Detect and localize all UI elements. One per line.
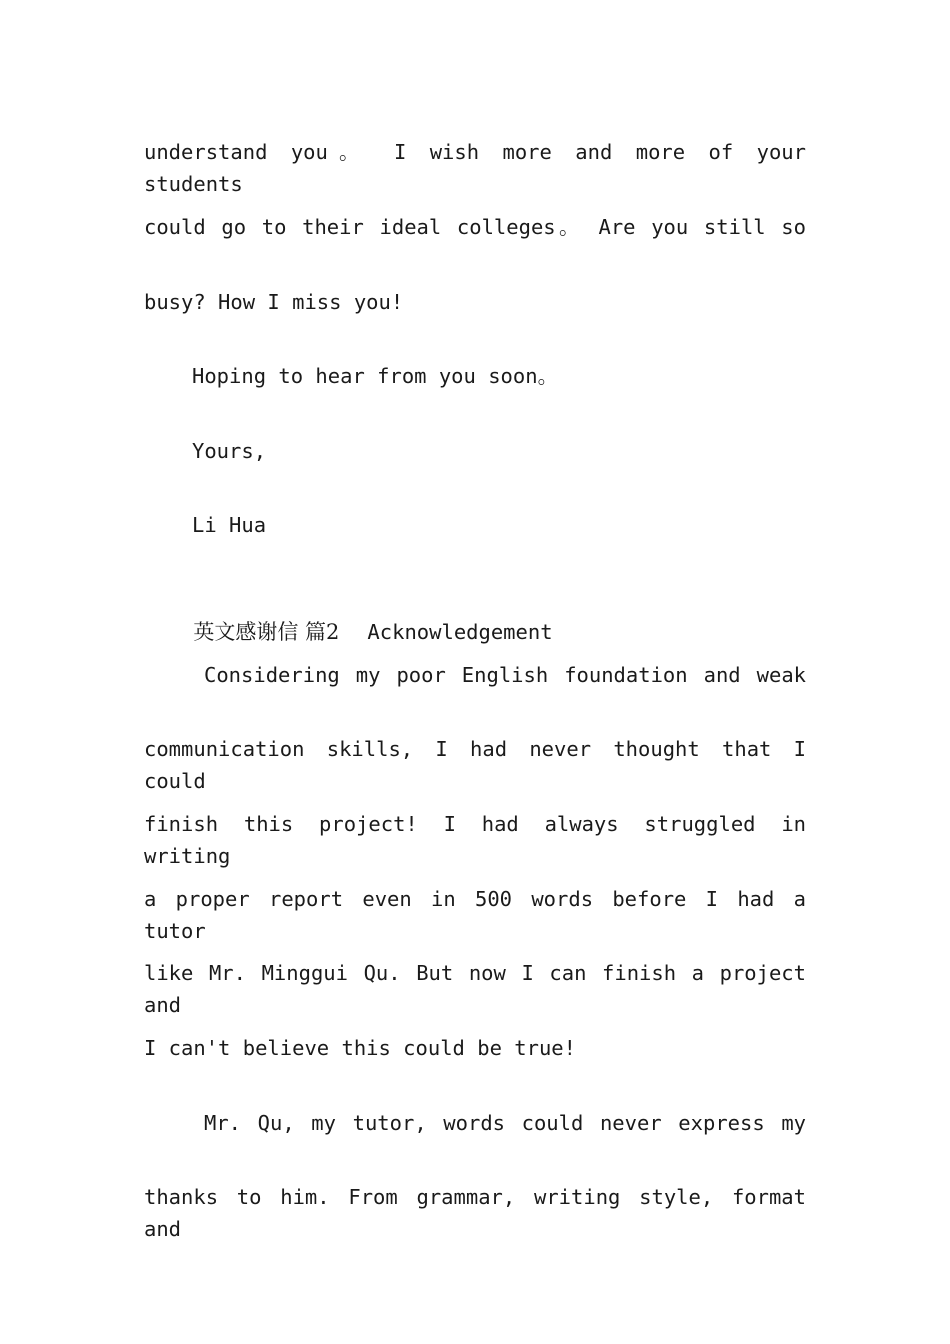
paragraph-line: like Mr. Minggui Qu. But now I can finish a project and [144,961,806,1017]
paragraph-line: thanks to him. From grammar, writing style, format and [144,1185,806,1241]
paragraph-line: I can't believe this could be true! [144,1036,576,1060]
paragraph-line: a proper report even in 500 words before I had a tutor [144,887,806,943]
salutation-line: Yours, [192,439,267,463]
paragraph-line: understand you。 I wish more and more of your students [144,140,806,196]
paragraph-line: Mr. Qu, my tutor, words could never express my [204,1111,806,1135]
paragraph-line: communication skills, I had never thought that I could [144,737,806,793]
section-heading [144,584,806,644]
section-heading-english: Acknowledgement [367,620,553,644]
paragraph-line: Considering my poor English foundation and weak [204,663,806,687]
section-heading-chinese: 英文感谢信 篇2 [193,620,340,644]
paragraph-line: busy? How I miss you! [144,290,404,314]
signature-line: Li Hua [192,513,267,537]
closing-line: Hoping to hear from you soon。 [192,364,559,388]
paragraph-line: could go to their ideal colleges。 Are you still so [144,215,806,239]
paragraph-line: finish this project! I had always struggled in writing [144,812,806,868]
